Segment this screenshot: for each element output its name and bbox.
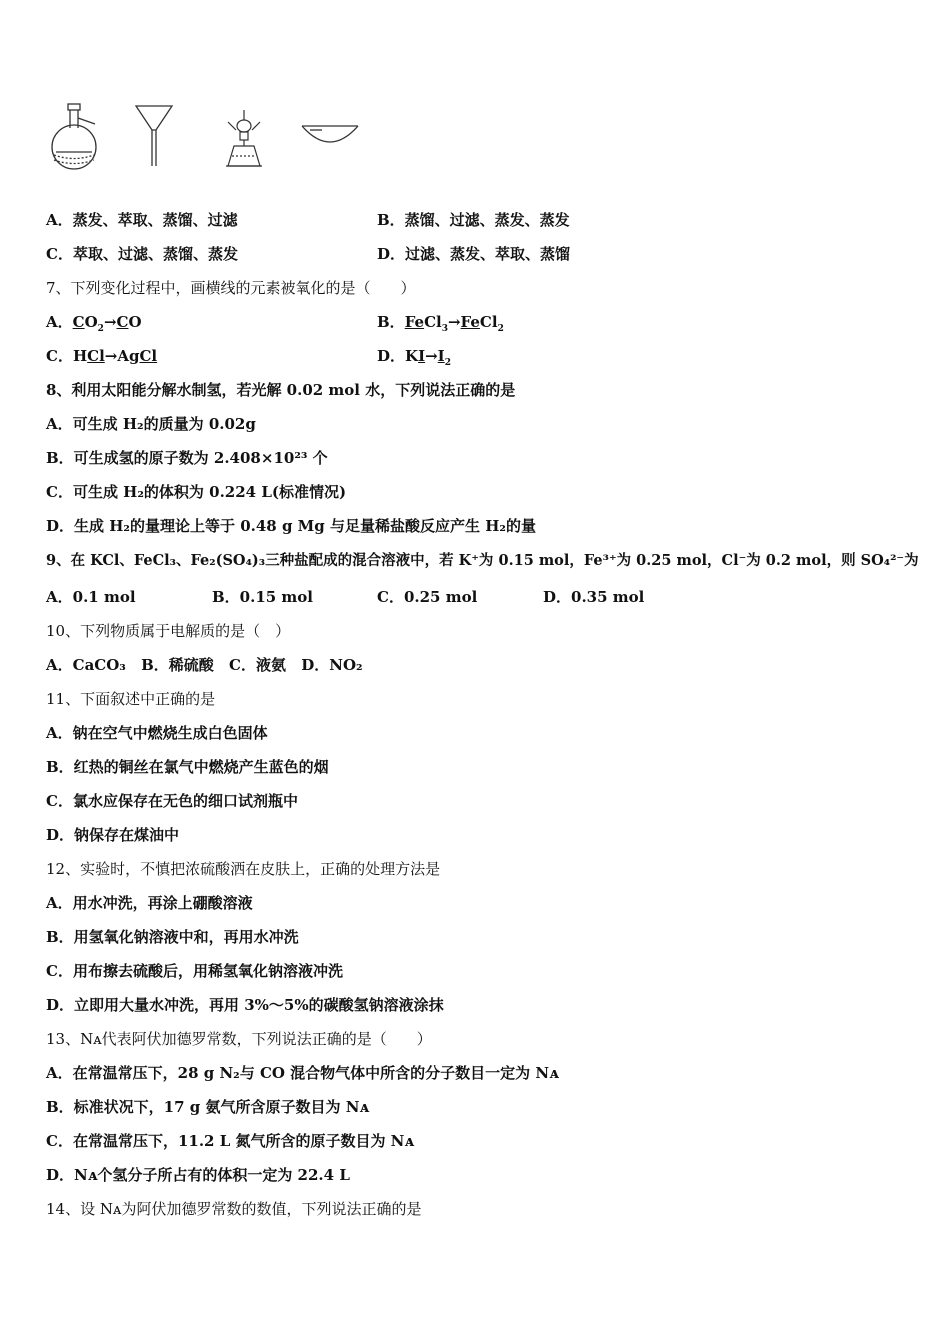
separatory-funnel-icon — [226, 110, 262, 166]
q6-option-c: C．萃取、过滤、蒸馏、蒸发 — [46, 245, 238, 263]
q8-option-c: C．可生成 H₂的体积为 0.224 L(标准情况) — [46, 483, 347, 501]
q10-option-b: B．稀硫酸 — [141, 656, 214, 674]
option-label: D． — [377, 347, 406, 365]
funnel-icon — [136, 106, 172, 166]
q8-stem: 8、利用太阳能分解水制氢，若光解 0.02 mol 水，下列说法正确的是 — [46, 381, 516, 399]
q9-option-b: B．0.15 mol — [212, 588, 314, 606]
q7-option-b: B．FeCl$_3$→FeCl$_2$ — [377, 313, 504, 334]
evaporating-dish-icon — [302, 126, 358, 142]
q7-option-d: D．$KI\to I_2$ — [377, 347, 451, 368]
q6-option-a: A．蒸发、萃取、蒸馏、过滤 — [46, 211, 238, 229]
q12-stem: 12、实验时，不慎把浓硫酸洒在皮肤上，正确的处理方法是 — [46, 860, 441, 878]
q6-option-b: B．蒸馏、过滤、蒸发、蒸发 — [377, 211, 570, 229]
q10-option-a: A．CaCO₃ — [46, 656, 126, 674]
option-label: B． — [377, 313, 405, 331]
option-label: A． — [46, 313, 73, 331]
q7-option-a: A．$CO_2\to CO$ — [46, 313, 142, 334]
q13-option-c: C．在常温常压下，11.2 L 氮气所含的原子数目为 Nᴀ — [46, 1132, 415, 1150]
q7-stem: 7、下列变化过程中，画横线的元素被氧化的是（ ） — [46, 279, 416, 297]
q10-option-c: C．液氨 — [229, 656, 286, 674]
q11-option-d: D．钠保存在煤油中 — [46, 826, 180, 844]
q11-option-a: A．钠在空气中燃烧生成白色固体 — [46, 724, 268, 742]
q11-option-c: C．氯水应保存在无色的细口试剂瓶中 — [46, 792, 298, 810]
q10-options — [46, 655, 373, 675]
q9-option-d: D．0.35 mol — [543, 588, 645, 606]
q12-option-c: C．用布擦去硫酸后，用稀氢氧化钠溶液冲洗 — [46, 962, 343, 980]
distillation-flask-icon — [52, 104, 96, 169]
q13-stem: 13、Nᴀ代表阿伏加德罗常数，下列说法正确的是（ ） — [46, 1030, 432, 1048]
q9-stem: 9、在 KCl、FeCl₃、Fe₂(SO₄)₃三种盐配成的混合溶液中，若 K⁺为 0.15 mol，Fe³⁺为 0.25 mol，Cl⁻为 0.2 mol，则 SO₄²⁻为 — [46, 552, 919, 569]
q10-option-d: D．NO₂ — [301, 656, 363, 674]
q14-stem: 14、设 Nᴀ为阿伏加德罗常数的数值，下列说法正确的是 — [46, 1200, 422, 1218]
q9-option-a: A．0.1 mol — [46, 588, 136, 606]
q6-option-d: D．过滤、蒸发、萃取、蒸馏 — [377, 245, 571, 263]
q8-option-a: A．可生成 H₂的质量为 0.02g — [46, 415, 256, 433]
q13-option-b: B．标准状况下，17 g 氨气所含原子数目为 Nᴀ — [46, 1098, 370, 1116]
apparatus-images — [40, 100, 370, 175]
q11-stem: 11、下面叙述中正确的是 — [46, 690, 216, 708]
q10-stem: 10、下列物质属于电解质的是（ ） — [46, 622, 291, 640]
q8-option-d: D．生成 H₂的量理论上等于 0.48 g Mg 与足量稀盐酸反应产生 H₂的量 — [46, 517, 536, 535]
q12-option-a: A．用水冲洗，再涂上硼酸溶液 — [46, 894, 253, 912]
q11-option-b: B．红热的铜丝在氯气中燃烧产生蓝色的烟 — [46, 758, 329, 776]
q13-option-d: D．Nᴀ个氢分子所占有的体积一定为 22.4 L — [46, 1166, 350, 1184]
q12-option-d: D．立即用大量水冲洗，再用 3%～5%的碳酸氢钠溶液涂抹 — [46, 996, 444, 1014]
q8-option-b: B．可生成氢的原子数为 2.408×10²³ 个 — [46, 449, 328, 467]
q12-option-b: B．用氢氧化钠溶液中和，再用水冲洗 — [46, 928, 299, 946]
q9-option-c: C．0.25 mol — [377, 588, 478, 606]
q13-option-a: A．在常温常压下，28 g N₂与 CO 混合物气体中所含的分子数目一定为 Nᴀ — [46, 1064, 559, 1082]
option-label: C． — [46, 347, 73, 365]
q7-option-c: C．HCl→AgCl — [46, 347, 158, 365]
